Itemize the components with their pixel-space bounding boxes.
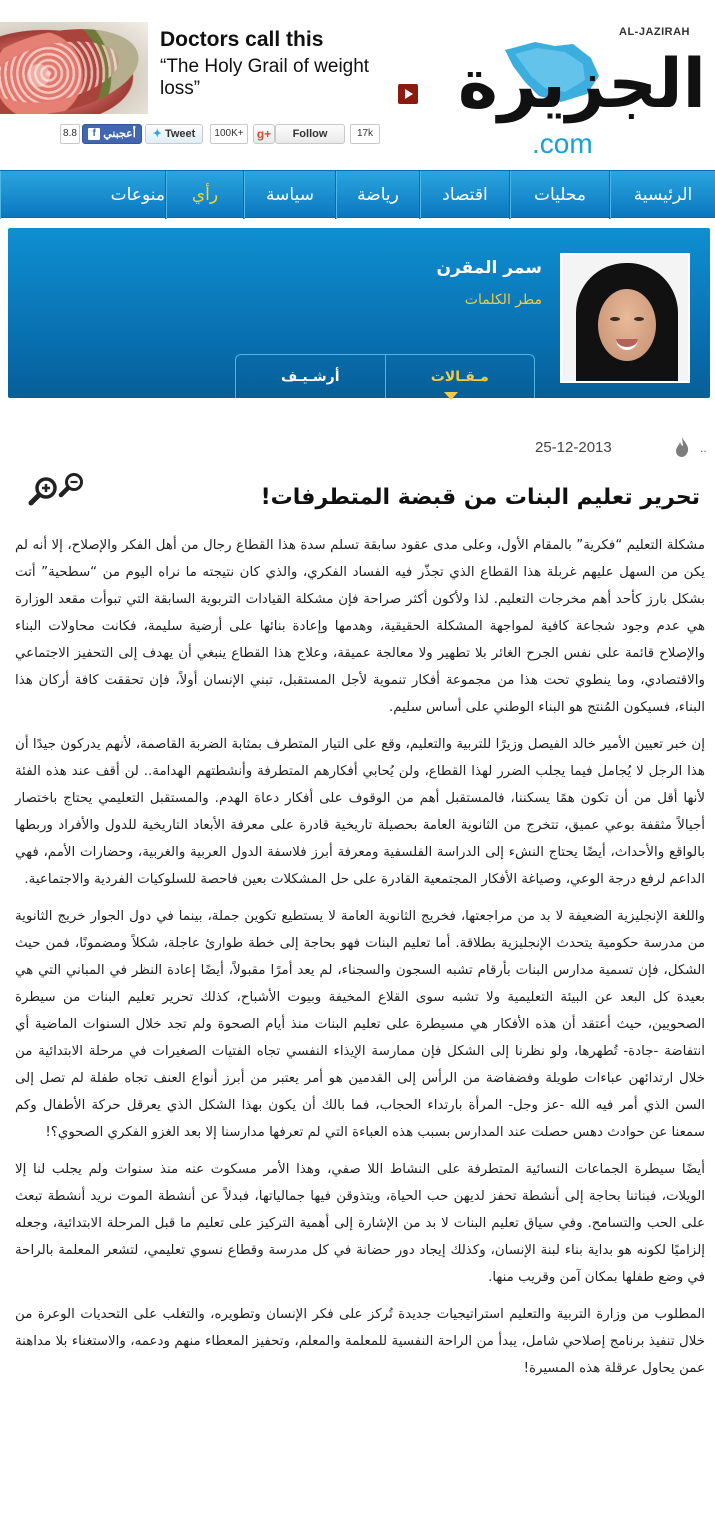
article-paragraph: إن خبر تعيين الأمير خالد الفيصل وزيرًا للتربية والتعليم، وقع على التيار المتطرف بمثابة الضربة القاصمة، لأنهم يدركون جيدًا أن هذا الرجل لا يُجامل فيما يجلب الضرر لهذا القطاع، ولن يُحابي أفكارهم المتطرفة وأنشطتهم الهدامة.. لن أقف عند هذه الفئة لأنها أقل من أن تكون همًا يسكننا، فالمستقبل أهم من الوقوف على أفكار دعاة الهدم. والمستقبل التعليمي يحتاج باختصار أجيالاً مثقفة بوعي عميق، تتخرج من الثانوية العامة بحصيلة تاريخية قادرة على معرفة الأبعاد التاريخية للدول والأفراد وربطها بالواقع والأحداث، أيضًا يحتاج النشء إلى الدراسة الفلسفية ومعرفة أبرز فلاسفة الدول العربية والغربية، وحضارات الأمم، فهي الداعم لرفع درجة الوعي، وصياغة الأفكار المجتمعية القادرة على حل المشكلات بعين فاحصة للسلوكيات الفردية والاجتماعية.	[15, 737, 705, 887]
gplus-icon[interactable]: g+	[253, 124, 275, 144]
ad-subtitle[interactable]: “The Holy Grail of weight loss”	[160, 56, 370, 99]
views-count: ..	[700, 441, 707, 455]
zoom-in-icon[interactable]	[28, 476, 60, 506]
twitter-icon: ✦	[152, 128, 162, 140]
author-tabs	[235, 354, 535, 398]
logo-arabic-text: الجزيرة	[457, 45, 706, 124]
advertisement-banner[interactable]	[0, 22, 420, 114]
logo-com-text: .com	[532, 128, 593, 159]
site-header	[0, 0, 715, 165]
zoom-out-icon[interactable]	[58, 472, 86, 498]
article-paragraph: واللغة الإنجليزية الضعيفة لا بد من مراجعتها، فخريج الثانوية العامة لا يستطيع تكوين جملة، بينما في دول الجوار خريج الثانوية من مدرسة حكومية يتحدث الإنجليزية بطلاقة. أما تعليم البنات فهو بحاجة إلى خطة طوارئ عاجلة، شكلاً ومضمونًا، فمن حيث الشكل، فإن تسمية مدارس البنات بأرقام تشبه السجون والسجناء، لم يعد أمرًا مقبولاً، أيضًا إعادة النظر في المباني التي هي بعيدة كل البعد عن البيئة التعليمية ولا تشبه سوى القلاع المخيفة وبيوت الأشباح، كذلك تحرير تعليم البنات من سيطرة الصحويين، حيث أعتقد أن هذه الأفكار هي مسيطرة على تعليم البنات منذ أيام الصحوة ولم تجد خلال السنوات الماضية أي انتفاضة -جادة- تُطهرها، ولو نظرنا إلى الشكل فإن ممارسة الإيذاء النفسي تجاه الفتيات الصغيرات في مرحلة الابتدائية من خلال ارتدائهن عباءات طويلة وفضفاضة من الرأس إلى القدمين هو أمر يعتبر من أبرز أنواع العنف تجاه طفلة لم تصل إلى السن الذي أمر فيه الله -عز وجل- المرأة بارتداء الحجاب، فما بالك أن يكون بهذا الشكل الذي يعرقل حركة الأطفال وكم سمعنا عن حوادث دهس حصلت عند المدارس بسبب هذه العباءة التي لم تعرفها مدارسنا إلا بعد الغزو الفكري الصحوي؟!	[15, 909, 705, 1140]
tweet-button[interactable]	[145, 124, 203, 144]
facebook-like-label: أعجبني	[103, 128, 136, 140]
nav-item[interactable]: الرئيسية	[610, 171, 715, 219]
facebook-like-count: 8.8	[60, 124, 80, 144]
tab-pointer-icon	[444, 392, 458, 400]
tweet-label: Tweet	[164, 128, 196, 140]
facebook-icon: f	[88, 128, 100, 140]
tab-archive[interactable]: أرشـيـف	[280, 368, 340, 385]
text-size-tools	[28, 472, 88, 506]
nav-item[interactable]: رأي	[166, 171, 244, 219]
author-name[interactable]: سمر المقرن	[436, 258, 542, 278]
tweet-count: 100K+	[210, 124, 248, 144]
ad-title[interactable]: Doctors call this	[160, 28, 324, 51]
article-date: 25-12-2013	[535, 439, 612, 456]
article-paragraph: مشكلة التعليم “فكرية” بالمقام الأول، وعلى مدى عقود سابقة تسلم سدة هذا القطاع رجال من أهل الفكر والإصلاح، إلا أنه لم يكن من السهل عليهم غربلة هذا القطاع الذي تجذّر فيه الفساد الفكري، والذي كان نتيجته ما نراه اليوم من “سطحية” أتت بشكل بارز كأحد أهم مخرجات التعليم. لذا ولأكون أكثر صراحة فإن مشكلة القيادات التربوية السابقة التي تبوأت مقعد الوزارة هي عدم وجود شجاعة كافية لمواجهة المشكلة الحقيقية، وهدمها وإعادة بنائها على أرضية سليمة، فكانت محاولات البناء والإصلاح قائمة على نفس الجرح الغائر بلا تطهير ولا معالجة عميقة، وعلاج هذا القطاع ينبغي أن يهدف إلى التحفيز الاجتماعي والاقتصادي، وما ينطوي تحت هذا من مجموعة أفكار تنموية لأجل المستقبل، تبني الإنسان أولاً، فإن تحققت كافة أركان هذا البناء، فسيكون المُنتج هو البناء الوطني على أساس سليم.	[15, 538, 705, 715]
gplus-follow-count: 17k	[350, 124, 380, 144]
article-title: تحرير تعليم البنات من قبضة المتطرفات!	[260, 485, 700, 510]
ad-image[interactable]	[0, 22, 148, 114]
social-share-bar	[60, 124, 380, 146]
nav-list	[0, 171, 715, 219]
site-logo[interactable]	[435, 20, 710, 160]
fire-icon	[675, 437, 689, 457]
author-column-name: مطر الكلمات	[464, 292, 542, 308]
nav-item[interactable]: محليات	[510, 171, 610, 219]
nav-item[interactable]: اقتصاد	[420, 171, 510, 219]
article-paragraph: أيضًا سيطرة الجماعات النسائية المتطرفة على النشاط اللا صفي، وهذا الأمر مسكوت عنه منذ سنوات ولم يجلب لنا إلا الويلات، فبناتنا بحاجة إلى أنشطة تحفز لديهن حب الحياة، ويتذوقن فيها جمالياتها، فبدلاً عن أنشطة الموت نريد أنشطة تبعث على الحب والتسامح. وفي سياق تعليم البنات لا بد من الإشارة إلى أهمية التركيز على تعليم ما قبل المرحلة الابتدائية، وجعله إلزاميًا لكونه هو بداية بناء لبنة الإنسان، وكذلك إيجاد دور حضانة في كل مدرسة وقطاع نسوي تعليمي، لتشعر المعلمة بالراحة في وضع طفلها بمكان آمن وقريب منها.	[15, 1162, 705, 1285]
nav-item[interactable]: منوعات	[0, 171, 166, 219]
article-paragraph: المطلوب من وزارة التربية والتعليم استراتيجيات جديدة تُركز على فكر الإنسان وتطويره، والتغلب على التحديات الوعرة من خلال تنفيذ برنامج إصلاحي شامل، يبدأ من الراحة النفسية للمعلمة والمعلم، وتحفيز المعطاء منهم ودعمه، والاستغناء بلا مداهنة عمن يحاول عرقلة هذه المسيرة!	[15, 1307, 705, 1376]
logo-latin-text: AL-JAZIRAH	[619, 26, 690, 38]
facebook-like-button[interactable]	[82, 124, 142, 144]
author-panel	[8, 228, 710, 398]
article-body	[15, 532, 705, 1392]
article-meta	[20, 435, 707, 465]
tab-articles[interactable]: مـقـالات	[385, 355, 535, 398]
main-navigation	[0, 170, 715, 218]
nav-item[interactable]: رياضة	[336, 171, 420, 219]
gplus-follow-button[interactable]: Follow	[275, 124, 345, 144]
nav-item[interactable]: سياسة	[244, 171, 336, 219]
play-icon[interactable]	[398, 84, 418, 104]
author-photo[interactable]	[560, 253, 690, 383]
